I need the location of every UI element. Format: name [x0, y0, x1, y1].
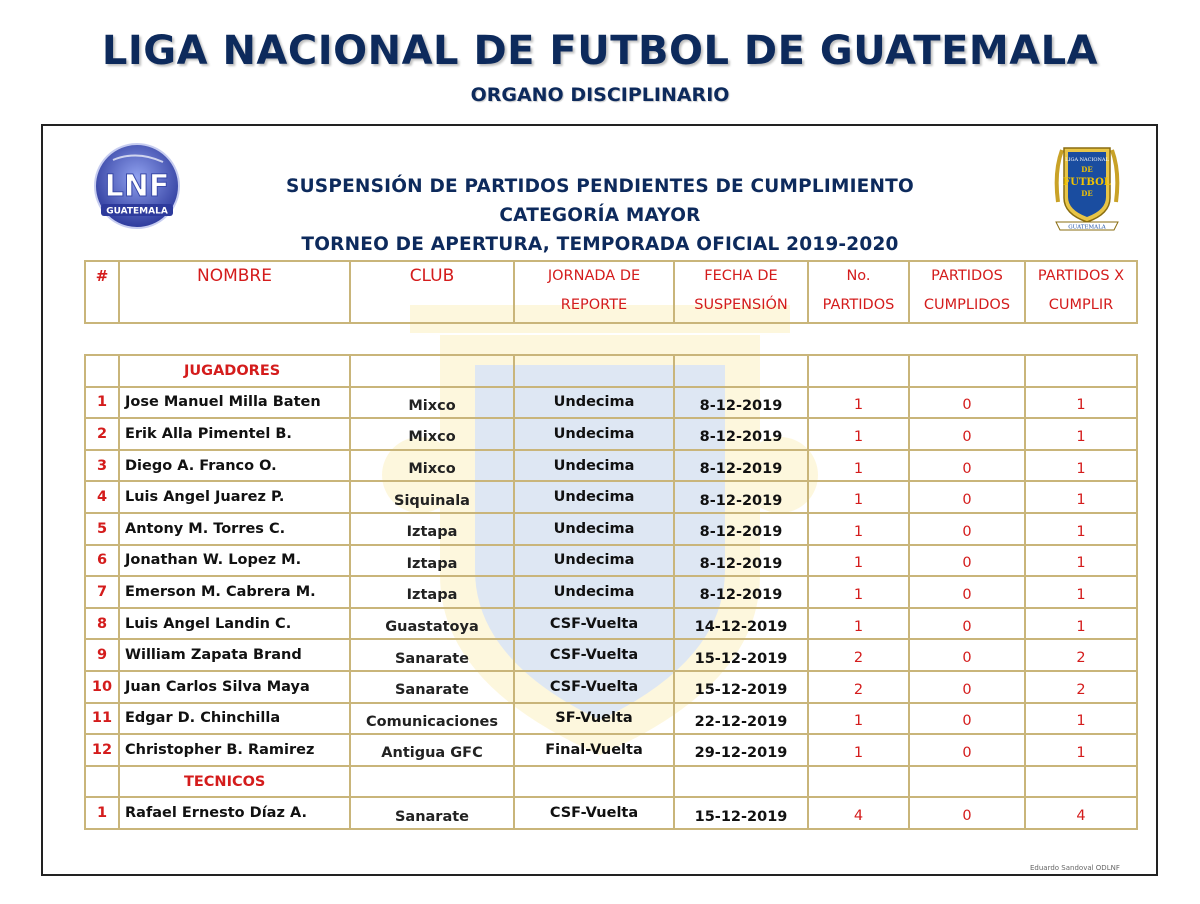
section-label: JUGADORES [119, 355, 350, 387]
crest-text-futbol: FUTBOL [1063, 177, 1111, 188]
row-fecha: 8-12-2019 [674, 545, 808, 577]
row-partidos: 1 [808, 734, 909, 766]
row-fecha: 14-12-2019 [674, 608, 808, 640]
row-number: 2 [85, 418, 119, 450]
row-jornada: Undecima [514, 513, 674, 545]
row-jornada: Undecima [514, 576, 674, 608]
section-row-coaches [85, 766, 1137, 798]
row-jornada: CSF-Vuelta [514, 671, 674, 703]
row-cumplir: 1 [1025, 387, 1137, 419]
row-fecha: 29-12-2019 [674, 734, 808, 766]
row-partidos: 1 [808, 418, 909, 450]
col-header-jornada-line2: REPORTE [560, 297, 628, 313]
row-cumplidos: 0 [909, 703, 1025, 735]
row-number: 3 [85, 450, 119, 482]
crest-banner-text: GUATEMALA [1068, 224, 1106, 231]
col-header-partidos-line2: PARTIDOS [822, 297, 895, 313]
col-header-cumplir-line2: CUMPLIR [1048, 297, 1114, 313]
row-partidos: 1 [808, 387, 909, 419]
empty-cell [808, 355, 909, 387]
row-cumplidos: 0 [909, 513, 1025, 545]
row-club: Mixco [350, 450, 514, 482]
doc-heading-1: SUSPENSIÓN DE PARTIDOS PENDIENTES DE CUMPLIMIENTO [286, 176, 914, 197]
row-partidos: 2 [808, 639, 909, 671]
empty-cell [350, 355, 514, 387]
col-header-cumplir-line1: PARTIDOS X [1037, 268, 1125, 284]
row-number: 7 [85, 576, 119, 608]
col-header-partidos-line1: No. [846, 268, 871, 284]
row-cumplir: 2 [1025, 639, 1137, 671]
col-header-num: # [85, 261, 119, 323]
row-cumplir: 1 [1025, 545, 1137, 577]
row-number: 12 [85, 734, 119, 766]
row-partidos: 2 [808, 671, 909, 703]
row-cumplir: 1 [1025, 608, 1137, 640]
row-partidos: 1 [808, 545, 909, 577]
row-fecha: 8-12-2019 [674, 513, 808, 545]
col-header-jornada-line1: JORNADA DE [547, 268, 641, 284]
row-jornada: Undecima [514, 387, 674, 419]
row-number: 10 [85, 671, 119, 703]
row-number: 9 [85, 639, 119, 671]
row-name: Erik Alla Pimentel B. [119, 418, 350, 450]
row-cumplir: 4 [1025, 797, 1137, 829]
row-jornada: Undecima [514, 418, 674, 450]
row-fecha: 8-12-2019 [674, 450, 808, 482]
section-row-players [85, 355, 1137, 387]
row-name: Emerson M. Cabrera M. [119, 576, 350, 608]
row-partidos: 1 [808, 703, 909, 735]
row-club: Mixco [350, 418, 514, 450]
row-club: Iztapa [350, 513, 514, 545]
row-name: Jonathan W. Lopez M. [119, 545, 350, 577]
row-cumplir: 2 [1025, 671, 1137, 703]
row-cumplidos: 0 [909, 545, 1025, 577]
player-row [85, 608, 1137, 640]
row-name: Edgar D. Chinchilla [119, 703, 350, 735]
row-jornada: Undecima [514, 450, 674, 482]
row-number: 4 [85, 481, 119, 513]
row-cumplidos: 0 [909, 734, 1025, 766]
coach-row [85, 797, 1137, 829]
row-name: Juan Carlos Silva Maya [119, 671, 350, 703]
empty-cell [808, 766, 909, 798]
row-name: Christopher B. Ramirez [119, 734, 350, 766]
empty-cell [1025, 766, 1137, 798]
sub-title: ORGANO DISCIPLINARIO [470, 84, 730, 106]
row-fecha: 8-12-2019 [674, 418, 808, 450]
col-header-cumplir [1025, 261, 1137, 323]
table-spacer-row [85, 323, 1137, 355]
main-title: LIGA NACIONAL DE FUTBOL DE GUATEMALA [101, 28, 1099, 74]
empty-cell [350, 766, 514, 798]
row-cumplidos: 0 [909, 576, 1025, 608]
row-club: Guastatoya [350, 608, 514, 640]
row-cumplir: 1 [1025, 481, 1137, 513]
row-jornada: CSF-Vuelta [514, 639, 674, 671]
row-number: 1 [85, 797, 119, 829]
row-fecha: 15-12-2019 [674, 671, 808, 703]
row-jornada: CSF-Vuelta [514, 608, 674, 640]
row-fecha: 8-12-2019 [674, 576, 808, 608]
empty-cell [674, 766, 808, 798]
row-partidos: 1 [808, 608, 909, 640]
player-row [85, 639, 1137, 671]
row-partidos: 1 [808, 481, 909, 513]
row-cumplidos: 0 [909, 797, 1025, 829]
row-cumplir: 1 [1025, 513, 1137, 545]
row-club: Sanarate [350, 671, 514, 703]
crest-text-top: LIGA NACIONAL [1065, 157, 1109, 163]
empty-cell [1025, 355, 1137, 387]
row-club: Sanarate [350, 639, 514, 671]
author-credit: Eduardo Sandoval ODLNF [1030, 864, 1120, 872]
suspensions-table [84, 260, 1138, 830]
row-jornada: Undecima [514, 545, 674, 577]
row-number: 8 [85, 608, 119, 640]
empty-cell [85, 355, 119, 387]
crest-text-de: DE [1081, 165, 1093, 174]
row-club: Iztapa [350, 576, 514, 608]
row-number: 1 [85, 387, 119, 419]
player-row [85, 418, 1137, 450]
col-header-jornada [514, 261, 674, 323]
row-partidos: 4 [808, 797, 909, 829]
row-jornada: Undecima [514, 481, 674, 513]
col-header-club: CLUB [350, 261, 514, 323]
row-fecha: 8-12-2019 [674, 387, 808, 419]
row-number: 5 [85, 513, 119, 545]
col-header-cumplidos-line2: CUMPLIDOS [923, 297, 1011, 313]
row-club: Sanarate [350, 797, 514, 829]
row-cumplir: 1 [1025, 418, 1137, 450]
row-partidos: 1 [808, 450, 909, 482]
row-fecha: 8-12-2019 [674, 481, 808, 513]
row-partidos: 1 [808, 513, 909, 545]
row-cumplidos: 0 [909, 481, 1025, 513]
row-cumplir: 1 [1025, 734, 1137, 766]
row-club: Antigua GFC [350, 734, 514, 766]
lnf-logo-subtext: GUATEMALA [106, 206, 168, 217]
row-fecha: 15-12-2019 [674, 639, 808, 671]
row-name: Antony M. Torres C. [119, 513, 350, 545]
empty-cell [514, 766, 674, 798]
table-header-row [85, 261, 1137, 323]
player-row [85, 481, 1137, 513]
col-header-partidos [808, 261, 909, 323]
row-cumplidos: 0 [909, 450, 1025, 482]
row-name: Rafael Ernesto Díaz A. [119, 797, 350, 829]
row-fecha: 22-12-2019 [674, 703, 808, 735]
doc-heading-3: TORNEO DE APERTURA, TEMPORADA OFICIAL 2019-2020 [301, 234, 899, 255]
row-name: Diego A. Franco O. [119, 450, 350, 482]
doc-heading-2: CATEGORÍA MAYOR [499, 205, 701, 226]
player-row [85, 703, 1137, 735]
col-header-nombre: NOMBRE [119, 261, 350, 323]
row-jornada: SF-Vuelta [514, 703, 674, 735]
row-club: Iztapa [350, 545, 514, 577]
row-name: Jose Manuel Milla Baten [119, 387, 350, 419]
row-cumplidos: 0 [909, 608, 1025, 640]
row-cumplidos: 0 [909, 387, 1025, 419]
row-name: William Zapata Brand [119, 639, 350, 671]
player-row [85, 576, 1137, 608]
row-number: 6 [85, 545, 119, 577]
empty-cell [674, 355, 808, 387]
player-row [85, 545, 1137, 577]
row-number: 11 [85, 703, 119, 735]
row-name: Luis Angel Juarez P. [119, 481, 350, 513]
row-cumplir: 1 [1025, 576, 1137, 608]
section-label: TECNICOS [119, 766, 350, 798]
row-cumplidos: 0 [909, 639, 1025, 671]
col-header-fecha-line2: SUSPENSIÓN [694, 297, 788, 313]
row-fecha: 15-12-2019 [674, 797, 808, 829]
col-header-fecha-line1: FECHA DE [704, 268, 778, 284]
crest-text-de2: DE [1081, 189, 1093, 198]
row-club: Mixco [350, 387, 514, 419]
col-header-fecha [674, 261, 808, 323]
row-jornada: CSF-Vuelta [514, 797, 674, 829]
player-row [85, 734, 1137, 766]
row-cumplidos: 0 [909, 671, 1025, 703]
empty-cell [514, 355, 674, 387]
row-jornada: Final-Vuelta [514, 734, 674, 766]
empty-cell [909, 355, 1025, 387]
player-row [85, 671, 1137, 703]
row-cumplidos: 0 [909, 418, 1025, 450]
row-club: Comunicaciones [350, 703, 514, 735]
row-cumplir: 1 [1025, 450, 1137, 482]
row-name: Luis Angel Landin C. [119, 608, 350, 640]
row-partidos: 1 [808, 576, 909, 608]
player-row [85, 450, 1137, 482]
col-header-cumplidos-line1: PARTIDOS [931, 268, 1003, 284]
player-row [85, 513, 1137, 545]
row-club: Siquinala [350, 481, 514, 513]
lnf-logo-text: LNF [104, 169, 170, 204]
empty-cell [909, 766, 1025, 798]
player-row [85, 387, 1137, 419]
row-cumplir: 1 [1025, 703, 1137, 735]
col-header-cumplidos [909, 261, 1025, 323]
empty-cell [85, 766, 119, 798]
